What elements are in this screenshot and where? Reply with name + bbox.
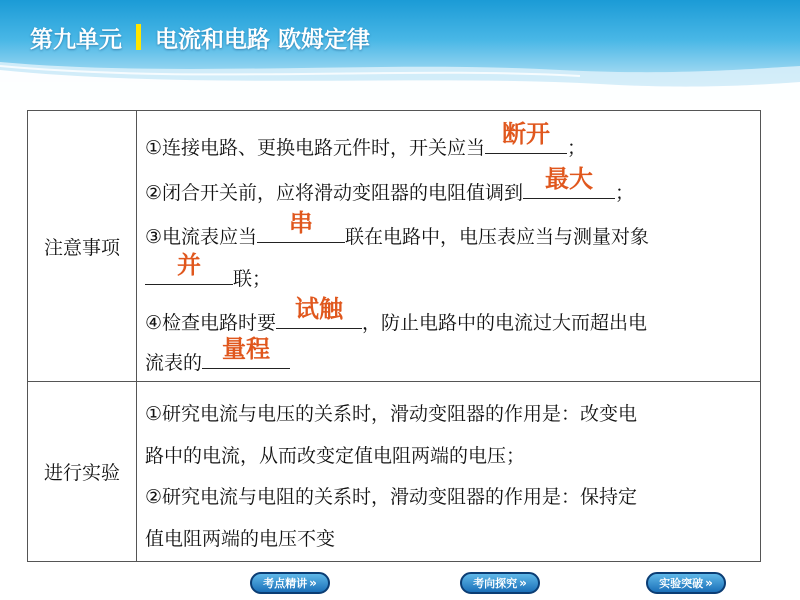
header-title-group: [30, 20, 370, 54]
answer-text: 最大: [545, 165, 594, 193]
line-text: ；: [567, 137, 587, 159]
text-line: [145, 295, 648, 335]
line-text: ①连接电路、更换电路元件时，开关应当: [145, 137, 486, 159]
answer-text: 量程: [222, 335, 271, 363]
page-title: 电流和电路 欧姆定律: [155, 26, 371, 53]
content-table: [27, 110, 761, 562]
answer-blank: [202, 335, 290, 369]
double-chevron-right-icon: »: [519, 576, 527, 590]
nav-button-label: 考点精讲: [263, 577, 308, 590]
double-chevron-right-icon: »: [309, 576, 317, 590]
answer-text: 串: [289, 209, 314, 237]
text-line: [145, 209, 650, 249]
answer-blank: [523, 165, 615, 199]
text-line: [145, 251, 272, 291]
row-label: 进行实验: [28, 382, 137, 561]
answer-blank: [257, 209, 345, 243]
text-line: 路中的电流，从而改变定值电阻两端的电压；: [145, 445, 526, 467]
table-row: [28, 382, 760, 561]
line-text: 流表的: [145, 352, 203, 374]
title-divider-bar: [136, 24, 141, 50]
chapter-label: 第九单元: [30, 26, 122, 53]
row-content: [137, 382, 760, 561]
nav-button-label: 实验突破: [659, 577, 704, 590]
text-line: [145, 165, 635, 205]
line-text: ，防止电路中的电流过大而超出电: [362, 312, 648, 334]
line-text: ④检查电路时要: [145, 312, 277, 334]
nav-button-exam-direction[interactable]: [460, 572, 540, 594]
line-text: ；: [615, 182, 635, 204]
row-label: 注意事项: [28, 111, 137, 381]
answer-text: 并: [177, 251, 201, 279]
header-banner: [0, 0, 800, 100]
text-line: [145, 120, 587, 160]
answer-text: 试触: [295, 295, 344, 323]
answer-blank: [145, 251, 233, 285]
text-line: ②研究电流与电阻的关系时，滑动变阻器的作用是：保持定: [145, 486, 638, 508]
nav-button-exam-points[interactable]: [250, 572, 330, 594]
table-row: [28, 111, 760, 382]
answer-text: 断开: [502, 120, 551, 148]
line-text: 联；: [233, 268, 272, 290]
answer-blank: [485, 120, 567, 154]
answer-blank: [276, 295, 362, 329]
line-text: ③电流表应当: [145, 226, 258, 248]
nav-button-label: 考向探究: [473, 577, 518, 590]
line-text: 联在电路中，电压表应当与测量对象: [345, 226, 650, 248]
text-line: 值电阻两端的电压不变: [145, 528, 336, 550]
nav-button-experiment[interactable]: [646, 572, 726, 594]
text-line: ①研究电流与电压的关系时，滑动变阻器的作用是：改变电: [145, 403, 638, 425]
text-line: [145, 335, 290, 375]
line-text: ②闭合开关前，应将滑动变阻器的电阻值调到: [145, 182, 524, 204]
row-content: [137, 111, 760, 381]
double-chevron-right-icon: »: [705, 576, 713, 590]
